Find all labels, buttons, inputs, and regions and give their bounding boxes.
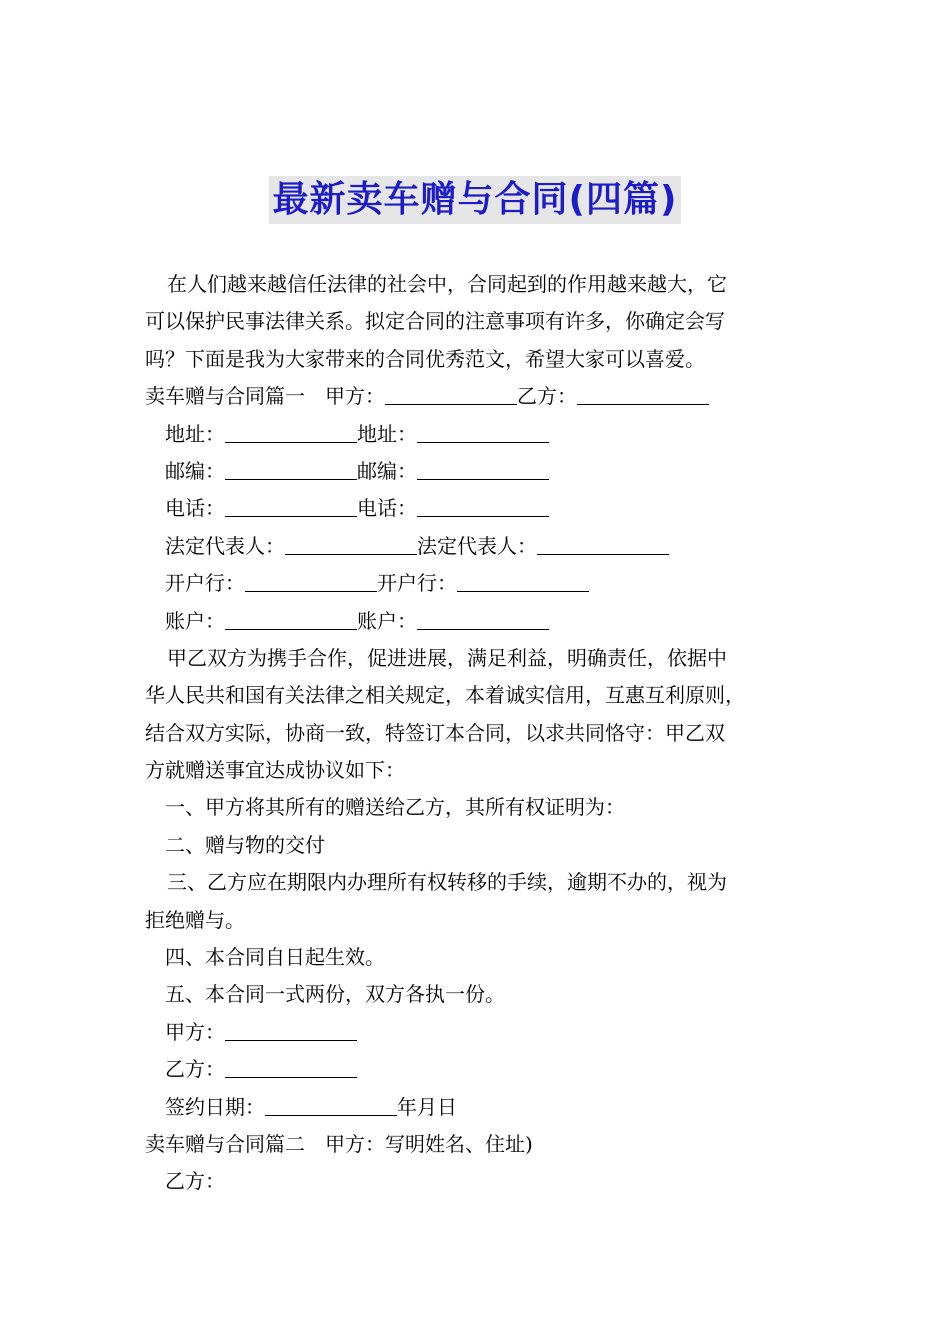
section2-party-a: 甲方：写明姓名、住址) <box>325 1131 533 1156</box>
document-title: 最新卖车赠与合同(四篇) <box>269 176 682 224</box>
sign-date-blank <box>265 1093 397 1116</box>
document-body <box>145 266 815 1201</box>
phone-line <box>145 490 815 527</box>
party-a-label: 甲方： <box>325 384 385 409</box>
party-b-label: 乙方： <box>517 384 577 409</box>
account-blank-b <box>417 607 549 630</box>
clause-5: 五、本合同一式两份，双方各执一份。 <box>165 982 505 1007</box>
sign-date-label: 签约日期： <box>165 1094 265 1119</box>
bank-label-b: 开户行： <box>377 571 457 596</box>
clause-3-line: 三、乙方应在期限内办理所有权转移的手续，逾期不办的，视为 <box>167 870 727 895</box>
phone-blank-b <box>417 494 549 517</box>
phone-blank-a <box>225 494 357 517</box>
title-container <box>0 176 950 224</box>
account-label-a: 账户： <box>165 608 225 633</box>
section1-heading: 卖车赠与合同篇一 <box>145 384 305 409</box>
phone-label-a: 电话： <box>165 496 225 521</box>
clause-2: 二、赠与物的交付 <box>165 832 325 857</box>
address-line <box>145 416 815 453</box>
bank-blank-b <box>457 569 589 592</box>
legal-rep-blank-b <box>537 532 669 555</box>
preamble-line: 结合双方实际，协商一致，特签订本合同，以求共同恪守：甲乙双 <box>145 720 725 745</box>
postcode-label-a: 邮编： <box>165 458 225 483</box>
legal-rep-line <box>145 528 815 565</box>
legal-rep-label-a: 法定代表人： <box>165 533 285 558</box>
clause-4: 四、本合同自日起生效。 <box>165 945 385 970</box>
address-label-a: 地址： <box>165 421 225 446</box>
sign-b-blank <box>225 1055 357 1078</box>
preamble-line: 华人民共和国有关法律之相关规定，本着诚实信用，互惠互利原则， <box>145 683 745 708</box>
sign-b-line <box>145 1051 815 1088</box>
account-blank-a <box>225 607 357 630</box>
party-a-blank <box>385 382 517 405</box>
postcode-label-b: 邮编： <box>357 458 417 483</box>
bank-line <box>145 565 815 602</box>
phone-label-b: 电话： <box>357 496 417 521</box>
clause-3-line: 拒绝赠与。 <box>145 907 245 932</box>
party-b-blank <box>577 382 709 405</box>
legal-rep-label-b: 法定代表人： <box>417 533 537 558</box>
sign-a-line <box>145 1014 815 1051</box>
sign-a-label: 甲方： <box>165 1019 225 1044</box>
postcode-blank-a <box>225 457 357 480</box>
section2-heading: 卖车赠与合同篇二 <box>145 1131 305 1156</box>
bank-label-a: 开户行： <box>165 571 245 596</box>
address-blank-b <box>417 420 549 443</box>
intro-line: 在人们越来越信任法律的社会中，合同起到的作用越来越大，它 <box>167 272 727 296</box>
section2-party-b: 乙方： <box>165 1169 225 1194</box>
postcode-blank-b <box>417 457 549 480</box>
bank-blank-a <box>245 569 377 592</box>
preamble-line: 甲乙双方为携手合作，促进进展，满足利益，明确责任，依据中 <box>167 645 727 670</box>
section1-header-line <box>145 378 815 415</box>
account-label-b: 账户： <box>357 608 417 633</box>
section2-header-line <box>145 1126 815 1163</box>
sign-date-line <box>145 1089 815 1126</box>
address-blank-a <box>225 420 357 443</box>
sign-a-blank <box>225 1018 357 1041</box>
intro-line: 吗？下面是我为大家带来的合同优秀范文，希望大家可以喜爱。 <box>145 346 705 371</box>
preamble-line: 方就赠送事宜达成协议如下： <box>145 758 405 783</box>
address-label-b: 地址： <box>357 421 417 446</box>
account-line <box>145 603 815 640</box>
sign-b-label: 乙方： <box>165 1057 225 1082</box>
clause-1: 一、甲方将其所有的赠送给乙方，其所有权证明为： <box>165 795 625 820</box>
postcode-line <box>145 453 815 490</box>
sign-date-suffix: 年月日 <box>397 1094 457 1119</box>
legal-rep-blank-a <box>285 532 417 555</box>
intro-line: 可以保护民事法律关系。拟定合同的注意事项有许多，你确定会写 <box>145 309 725 334</box>
